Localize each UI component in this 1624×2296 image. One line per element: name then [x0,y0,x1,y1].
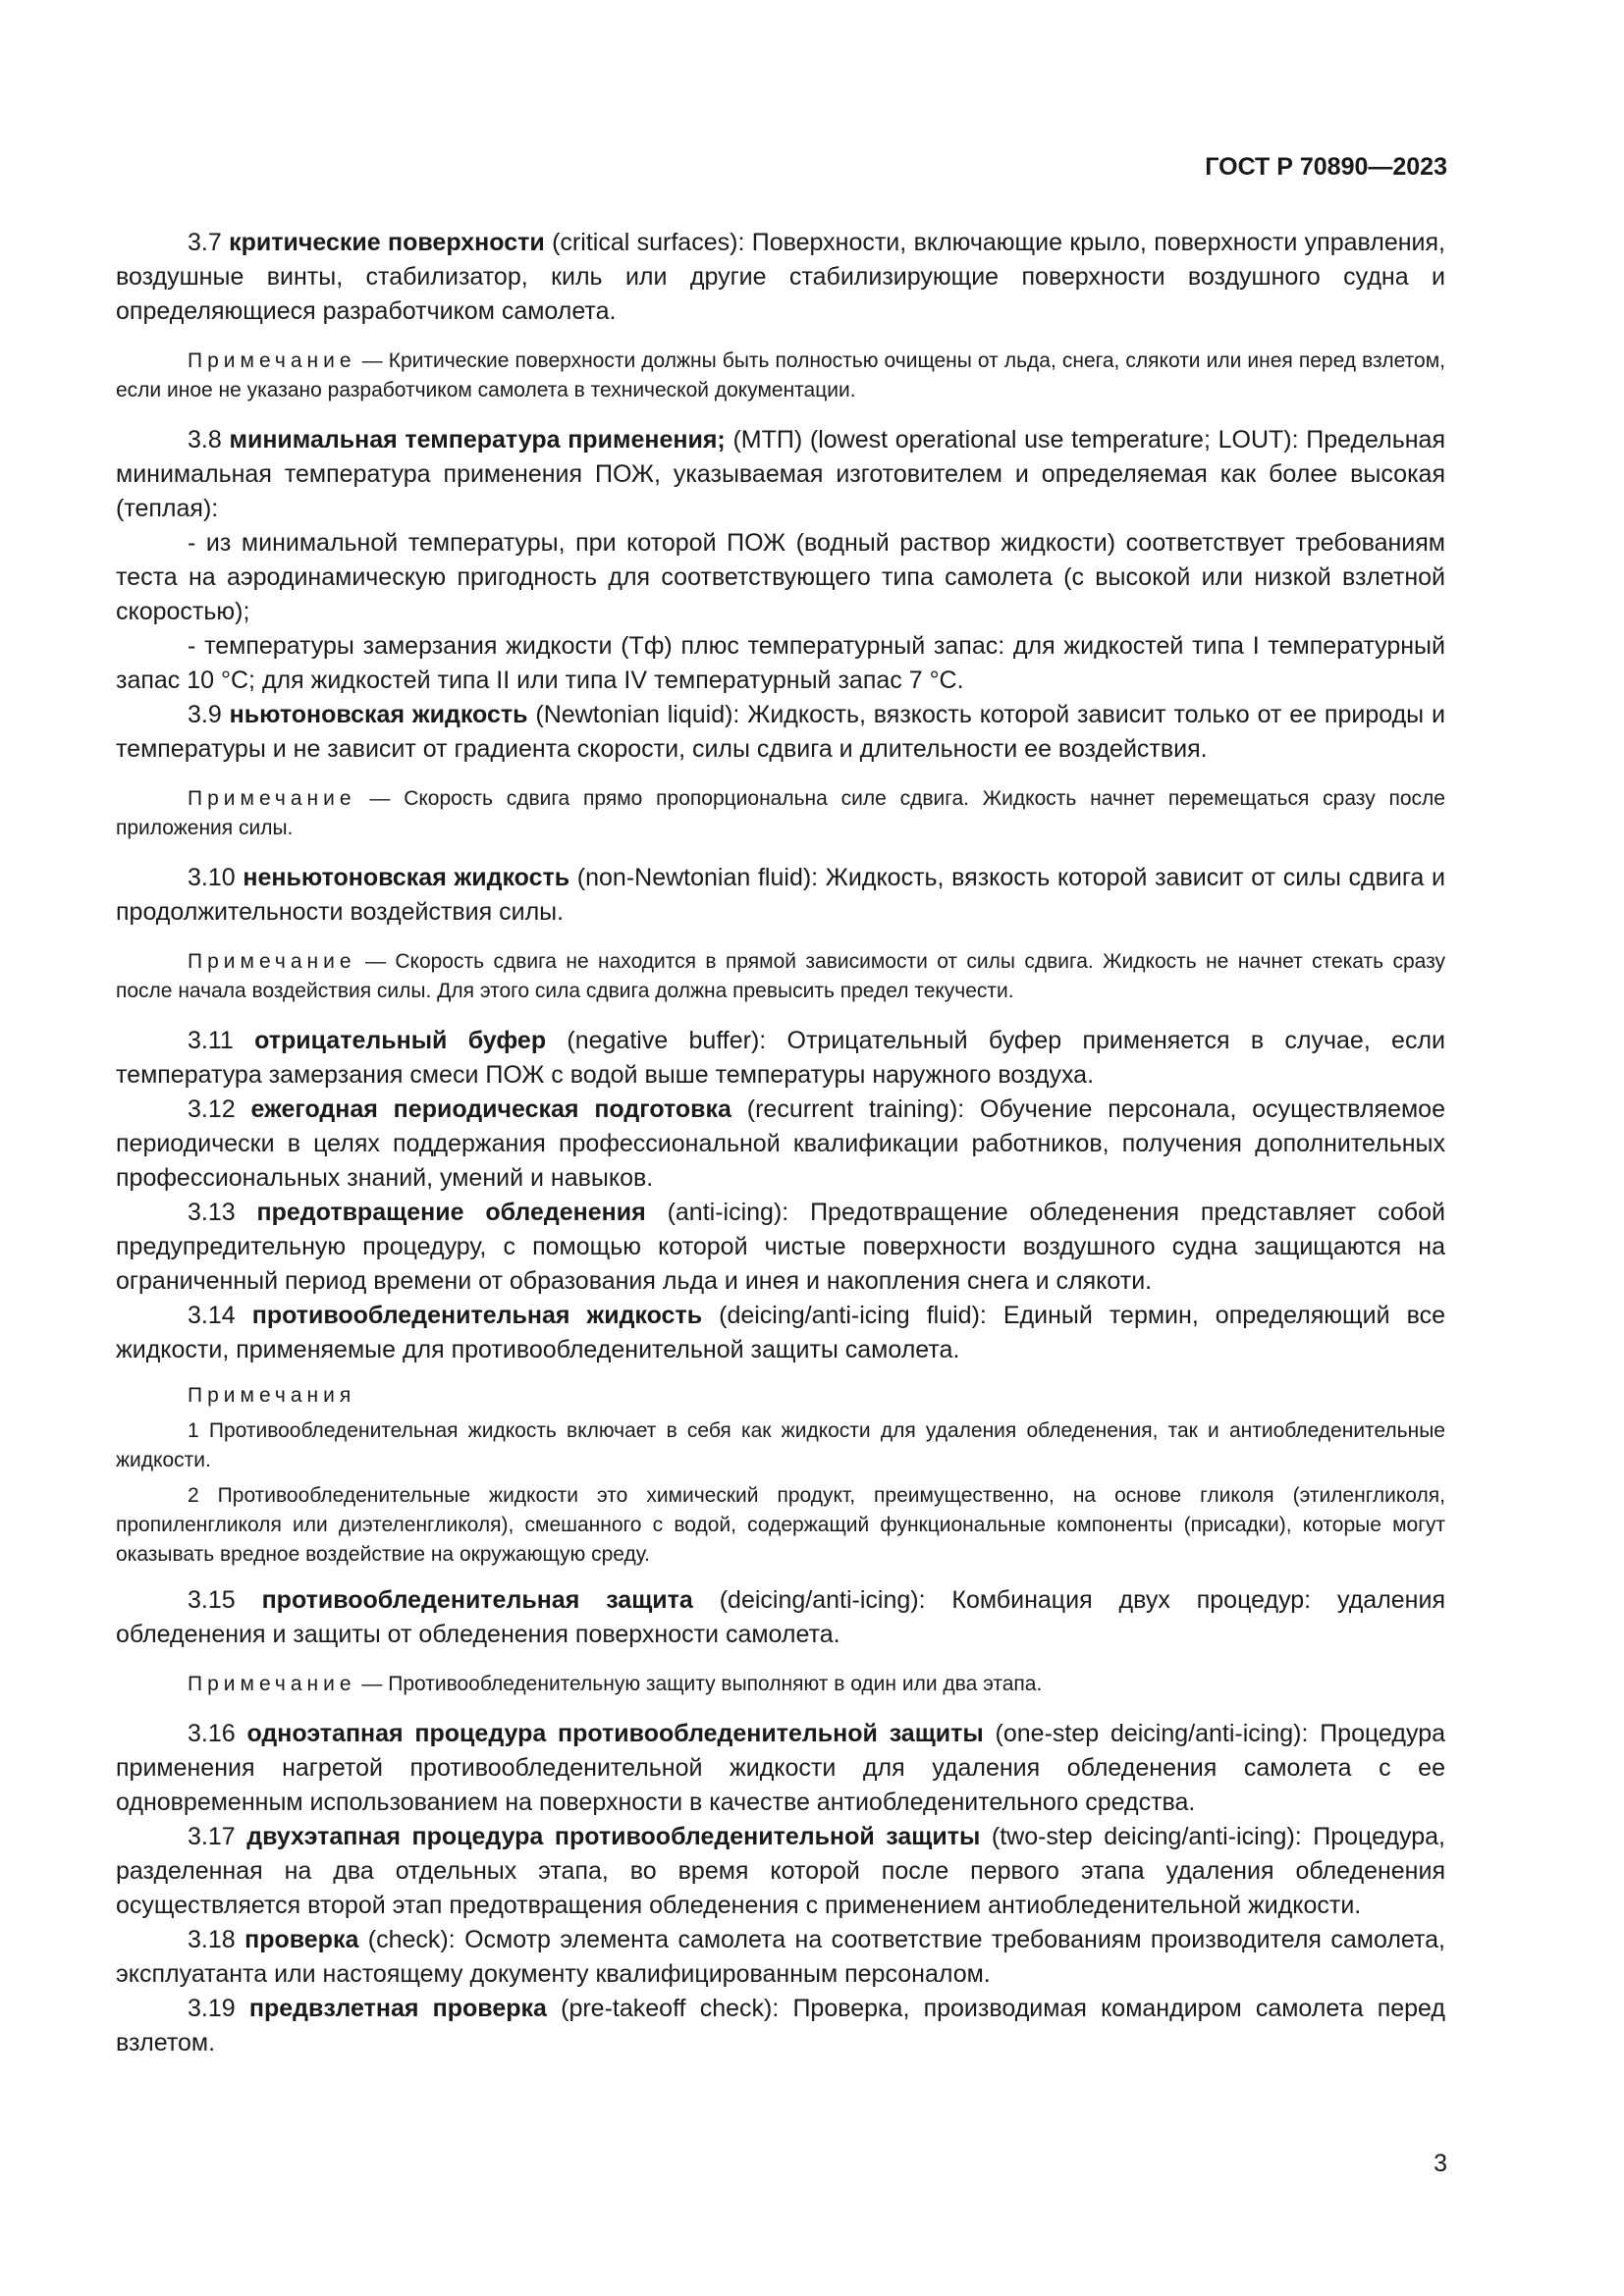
note-label: Примечание [188,1673,356,1695]
term-number: 3.13 [188,1199,236,1226]
term-3-7 [116,226,1445,329]
term-3-14 [116,1299,1445,1367]
note-3-14-2: 2 Противообледенительные жидкости это химический продукт, преимущественно, на основе гликоля (этиленгликоля, пропиленгликоля или диэтеленгликоля), смешанного с водой, содержащий функциональные компоненты (присадки), которые могут оказывать вредное воздействие на окружающую среду. [116,1484,1445,1566]
term-definition: (one-step deicing/anti-icing): Процедура применения нагретой противообледенительной жидкости для удаления обледенения самолета с ее одновременным использованием на поверхности в качестве антиобледенительного средства. [116,1720,1446,1816]
term-number: 3.8 [188,426,222,454]
term-definition: (anti-icing): Предотвращение обледенения представляет собой предупредительную процедуру, с помощью которой чистые поверхности воздушного судна защищаются на ограниченный период времени от образования льда и инея и накопления снега и слякоти. [116,1199,1445,1295]
term-number: 3.14 [188,1302,236,1329]
term-3-12 [116,1093,1445,1196]
term-definition: (МТП) (lowest operational use temperature; LOUT): Предельная минимальная температура применения ПОЖ, указываемая изготовителем и определяемая как более высокая (теплая): [116,426,1445,522]
term-name: отрицательный буфер [254,1027,547,1054]
term-number: 3.16 [188,1720,236,1747]
term-name: проверка [244,1926,359,1953]
term-definition: (Newtonian liquid): Жидкость, вязкость которой зависит только от ее природы и температуры и не зависит от градиента скорости, силы сдвига и длительности ее воздействия. [116,701,1445,763]
term-definition: (critical surfaces): Поверхности, включающие крыло, поверхности управления, воздушные винты, стабилизатор, киль или другие стабилизирующие поверхности воздушного судна и определяющиеся разработчиком самолета. [116,229,1445,325]
term-definition: (negative buffer): Отрицательный буфер применяется в случае, если температура замерзания смеси ПОЖ с водой выше температуры наружного воздуха. [116,1027,1446,1089]
note-text: — Противообледенительную защиту выполняют в один или два этапа. [361,1673,1043,1695]
term-name: противообледенительная жидкость [251,1302,703,1329]
term-name: противообледенительная защита [261,1586,693,1614]
term-3-19 [116,1992,1445,2060]
term-number: 3.12 [188,1095,236,1123]
term-name: одноэтапная процедура противообледенительной защиты [246,1720,984,1747]
term-3-11 [116,1024,1445,1093]
term-number: 3.15 [188,1586,236,1614]
term-3-18 [116,1923,1445,1992]
document-body [116,226,1445,2060]
note-text: — Скорость сдвига не находится в прямой зависимости от силы сдвига. Жидкость не начнет стекать сразу после начала воздействия силы. Для этого сила сдвига должна превысить предел текучести. [116,950,1445,1002]
term-name: ньютоновская жидкость [229,701,528,728]
term-name: предотвращение обледенения [256,1199,646,1226]
term-3-15 [116,1583,1445,1652]
document-code: ГОСТ Р 70890—2023 [1205,153,1447,181]
page-number: 3 [1434,2150,1447,2177]
note-text: — Критические поверхности должны быть полностью очищены от льда, снега, слякоти или инея перед взлетом, если иное не указано разработчиком самолета в технической документации. [116,349,1445,401]
term-3-8 [116,423,1445,526]
note-3-7 [116,347,1445,405]
term-definition: (two-step deicing/anti-icing): Процедура, разделенная на два отдельных этапа, во время которой после первого этапа удаления обледенения осуществляется второй этап предотвращения обледенения с применением антиобледенительной жидкости. [116,1823,1445,1919]
term-number: 3.7 [188,229,222,256]
term-definition: (pre-takeoff check): Проверка, производимая командиром самолета перед взлетом. [116,1995,1446,2056]
term-name: критические поверхности [229,229,545,256]
term-number: 3.10 [188,864,236,891]
term-3-17 [116,1820,1445,1923]
note-label: Примечание [188,787,356,810]
term-definition: (deicing/anti-icing): Комбинация двух процедур: удаления обледенения и защиты от обледенения поверхности самолета. [116,1586,1445,1648]
note-label: Примечание [188,349,356,372]
term-number: 3.17 [188,1823,236,1850]
term-3-13 [116,1196,1445,1299]
note-label: Примечание [188,950,356,973]
term-number: 3.9 [188,701,222,728]
term-number: 3.19 [188,1995,236,2022]
term-3-16 [116,1717,1445,1820]
term-definition: (check): Осмотр элемента самолета на соответствие требованиям производителя самолета, эксплуатанта или настоящему документу квалифицированным персоналом. [116,1926,1445,1988]
note-3-14-1: 1 Противообледенительная жидкость включает в себя как жидкости для удаления обледенения, так и антиобледенительные жидкости. [116,1419,1445,1471]
term-number: 3.18 [188,1926,236,1953]
term-3-10 [116,861,1445,930]
list-item: - из минимальной температуры, при которой ПОЖ (водный раствор жидкости) соответствует требованиям теста на аэродинамическую пригодность для соответствующего типа самолета (с высокой или низкой взлетной скоростью); [116,529,1445,625]
notes-heading: Примечания [188,1384,356,1407]
term-name: ежегодная периодическая подготовка [250,1095,731,1123]
term-name: двухэтапная процедура противообледенительной защиты [246,1823,981,1850]
list-item: - температуры замерзания жидкости (Тф) плюс температурный запас: для жидкостей типа I температурный запас 10 °С; для жидкостей типа II или типа IV температурный запас 7 °С. [116,632,1445,694]
term-name: неньютоновская жидкость [243,864,570,891]
term-definition: (recurrent training): Обучение персонала, осуществляемое периодически в целях поддержания профессиональной квалификации работников, получения дополнительных профессиональных знаний, умений и навыков. [116,1095,1445,1192]
term-definition: (deicing/anti-icing fluid): Единый термин, определяющий все жидкости, применяемые для противообледенительной защиты самолета. [116,1302,1445,1363]
term-name: минимальная температура применения; [229,426,726,454]
note-text: — Скорость сдвига прямо пропорциональна силе сдвига. Жидкость начнет перемещаться сразу после приложения силы. [116,787,1445,839]
note-3-10 [116,947,1445,1006]
term-definition: (non-Newtonian fluid): Жидкость, вязкость которой зависит от силы сдвига и продолжительности воздействия силы. [116,864,1445,926]
term-name: предвзлетная проверка [248,1995,547,2022]
term-3-9 [116,698,1445,767]
note-3-15 [116,1670,1445,1699]
note-3-9 [116,784,1445,843]
term-number: 3.11 [188,1027,234,1054]
